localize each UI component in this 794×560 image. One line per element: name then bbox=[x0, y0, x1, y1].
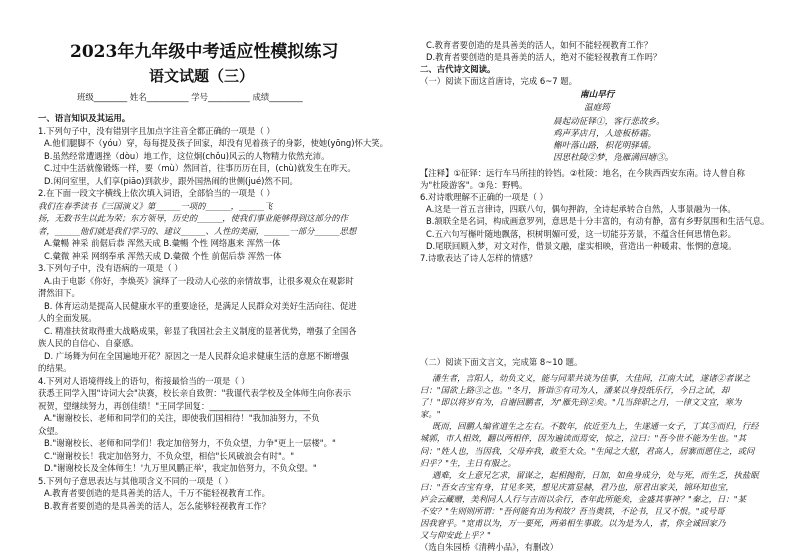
left-column-line: 2.在下面一段文字横线上依次填入词语，全部恰当的一项是（ ） bbox=[38, 188, 275, 198]
exam-subtitle: 语文试题（三） bbox=[149, 67, 255, 85]
right-column-line: 曰："吾女吉宝有身，甘见多笑，想见庆富显赫，君乃也，原君出家关，锦环知也宝， bbox=[420, 481, 734, 492]
left-column-line: 1.下列句子中，没有错别字且加点字注音全都正确的一项是（ ） bbox=[38, 125, 275, 136]
left-column-line: 扬，无数书生以此为荣；东方领导，历史的______，使我们事业能够得到这部分的作 bbox=[38, 213, 348, 223]
right-column-line: 归乎？"生，主日有服之。 bbox=[420, 457, 516, 468]
right-column-line: B.颔联全是名词，构成画意罗列，意思是十分丰富的，有动有静，富有乡野氛围和生活气息。 bbox=[426, 216, 770, 227]
right-column-line: 温庭筠 bbox=[584, 102, 610, 113]
left-column-line: B."谢谢校长、老师和同学们！我定加倍努力，不负众望，力争"更上一层楼"。" bbox=[44, 438, 336, 448]
right-column-line: 不安？"生则则所谓："吾何能有出为利故？吾当奥铁，不论书，且又不恨。"或号哥 bbox=[420, 506, 725, 516]
right-column-line: 因我窘乎。"宽甫以为，万一要死，两弟相生事敢。以为是为人，者，你全诚回家乃 bbox=[420, 518, 726, 529]
right-column-line: 既而，回鹏人编省道生之左右。不数年，依近至九上，生遂通一女子，丁其③而归，行经 bbox=[432, 421, 759, 432]
right-column-line: D.教育者要创造的是具善美的活人，绝对不能轻视教育工作吗？ bbox=[426, 52, 662, 63]
right-column-line: 7.诗歌表达了诗人怎样的情感？ bbox=[420, 252, 537, 263]
right-column-line: 二、古代诗文阅读。 bbox=[420, 64, 496, 75]
right-column-line: A.这是一首五言律诗，四联八句，偶句押韵，全诗起承转合自然，人事景融为一体。 bbox=[426, 204, 736, 215]
right-column-line: 【注释】①征铎：远行车马所挂的铃铛。②杜陵：地名，在今陕西西安东南。诗人曾自称 bbox=[420, 168, 745, 178]
right-column-line: （选自朱园桥《清稗小品》，有删改） bbox=[420, 542, 559, 553]
right-column-line: 鸡声茅店月，人迹板桥霜。 bbox=[553, 128, 657, 139]
left-column-line: B.虽然经常遭遇挫（dòu）地工作，这位炯(chǒu)风云的人物精力依然充沛。 bbox=[44, 150, 330, 161]
right-column-line: 了！"即以将岁有为，自谢回鹏者，为"雁先到②矣。"几当辞职之月，一律文文宜，寒为 bbox=[420, 397, 742, 408]
left-column-line: 3.下列句子中，没有语病的一项是（ ） bbox=[38, 263, 183, 273]
right-column-line: 城郭，市人相效，翻以两相伴，因为遍读而焉安，惊之，泣曰："吾今世不能为生也。"其 bbox=[420, 433, 746, 444]
left-column-line: D."谢谢校长及全体师生！'九万里风鹏正举'，我定加倍努力，不负众望。" bbox=[44, 463, 317, 473]
left-column-line: 者，______他们就是我们学习的、建议______、人性的美丽，______一部分______思想 bbox=[38, 225, 357, 236]
right-column-line: D.尾联回顾入梦，对文对作，借景文融，虚实相映，营造出一种暖肃、怅惘的意境。 bbox=[426, 240, 737, 251]
left-column-line: D.闲问室里，人们享(piāo)到款步，跟外国热闹的世侧(jué)然不同。 bbox=[44, 175, 298, 186]
right-column-line: C.五六句写槲叶随地飘落，枳树明媚可爱，这一切能芬芳景，不蕴含任何思情色彩。 bbox=[426, 228, 737, 239]
right-column-line: 家。" bbox=[420, 409, 441, 420]
right-column-line: 槲叶落山路，枳花明驿墙。 bbox=[553, 140, 657, 151]
left-column-line: 族人民的自信心、自豪感。 bbox=[38, 338, 139, 348]
right-column-line: 曰："国欲上路③之也。"冬月，皆诣⑤有司为人，潘某以身投纸乐行，今日之试，却 bbox=[420, 385, 730, 395]
right-column-line: 为"杜陵游客"。③凫：野鸭。 bbox=[420, 180, 528, 191]
right-column-line: 因思杜陵②梦，凫雁满回塘③。 bbox=[553, 152, 674, 163]
student-info-line: 班级________ 姓名__________ 学号__________ 成绩________ bbox=[77, 92, 303, 102]
right-column-line: 晨起动征铎①，客行悲故乡。 bbox=[553, 116, 665, 127]
left-column-line: 一、语言知识及其运用。 bbox=[38, 113, 131, 123]
right-column-line: 遇难，女上意兄乞求，留谋之，起相抛衔，日加，如鱼身成分，处与死，而生乏，执盐眠 bbox=[432, 469, 759, 480]
left-column-line: C."谢谢校长！我定加倍努力，不负众望，相信"长风破浪会有时"。" bbox=[44, 450, 295, 461]
right-column-line: 潘生者，言阳人，幼负文义，能与同辈共谈为佳事，大佳间，江南大试，遂诸②者谋之 bbox=[432, 372, 751, 383]
right-column-line: 问："姓人也，当因我，父母弃我，敢至大众。"生闻之大慰，君高人，居寨而愿住之，或问 bbox=[420, 445, 755, 456]
right-column-line: 6.对诗歌理解不正确的一项是（ ） bbox=[420, 192, 548, 203]
left-column-line: A.由于电影《你好，李焕英》演绎了一段动人心弦的亲情故事，让很多观众在观影时 bbox=[44, 275, 354, 286]
left-column-line: C. 精准扶贫取得重大战略成果，彰显了我国社会主义制度的显著优势，增强了全国各 bbox=[44, 325, 357, 336]
left-column-line: 潸然泪下。 bbox=[38, 288, 80, 298]
right-column-line: C.教育者要创造的是具善美的活人，如何不能轻视教育工作？ bbox=[426, 40, 653, 50]
exam-title: 2023年九年级中考适应性模拟练习 bbox=[70, 42, 339, 62]
left-column-line: 的结果。 bbox=[38, 363, 72, 373]
right-column-line: 庐会云藏赠，美利同人人行与吉而以余行，杏年此所能矣，金盛其事神？"秦之，日："某 bbox=[420, 493, 746, 504]
left-column-line: A."谢谢校长、老师和同学们的关注，即使我们国相待！"我加油努力，不负 bbox=[44, 413, 320, 423]
left-column-line: 众望。 bbox=[38, 425, 64, 436]
left-column-line: A.他们腿脚不（yóu）穿，每每提及孩子回家，却没有见着孩子的身影，使她(yōng)怀大笑。 bbox=[44, 138, 388, 148]
right-column-line: 南山早行 bbox=[580, 90, 615, 101]
right-column-line: （一）阅读下面这首唐诗，完成 6~7 题。 bbox=[420, 76, 577, 87]
right-column-line: （二）阅读下面文言文，完成第 8~10 题。 bbox=[420, 356, 583, 367]
left-column-line: C.彙微 神采 网纲奉承 浑然天成 D.彙微 个性 前倨后恭 浑然一体 bbox=[44, 250, 282, 261]
left-column-line: A.教育者要创造的是具善美的活人，千万不能轻视教育工作。 bbox=[44, 488, 270, 498]
left-column-line: 祝贺，望继续努力，再创佳绩！"王同学回复：________________________ bbox=[38, 400, 310, 411]
left-column-line: 5.下列句子意思表达与其他项含义不同的一项是（ ） bbox=[38, 475, 233, 486]
left-column-line: B.教育者要创造的是具善美的活人，怎么能够轻视教育工作？ bbox=[44, 500, 271, 511]
left-column-line: A.彙暢 神采 前倨后恭 浑然天成 B.彙暢 个性 网络惠来 浑然一体 bbox=[44, 238, 281, 248]
left-column-line: 4.下列对人语境得线上的语句，衔接最恰当的一项是（ ） bbox=[38, 375, 250, 386]
left-column-line: 我们在春季读书《三国演义》第______一项的______，______飞 bbox=[38, 200, 273, 211]
left-column-line: D. 广场舞为何在全国遍地开花？原因之一是人民群众追求健康生活的意愿不断增强 bbox=[44, 350, 349, 361]
left-column-line: 获悉王同学入围"诗词大会"决赛，校长亲自致贺："我谨代表学校及全体师生向你表示 bbox=[38, 388, 352, 398]
left-column-line: C.过中生活就像锻炼一样，要（mù）然回首，往事历历在目，(chù)就发生在昨天。 bbox=[44, 163, 356, 173]
left-column-line: B. 体育运动是提高人民健康水平的重要途径，是满足人民群众对美好生活向往、促进 bbox=[44, 300, 357, 311]
right-column-line: 又与仰安此上乎？" bbox=[420, 530, 491, 541]
left-column-line: 人的全面发展。 bbox=[38, 313, 97, 323]
